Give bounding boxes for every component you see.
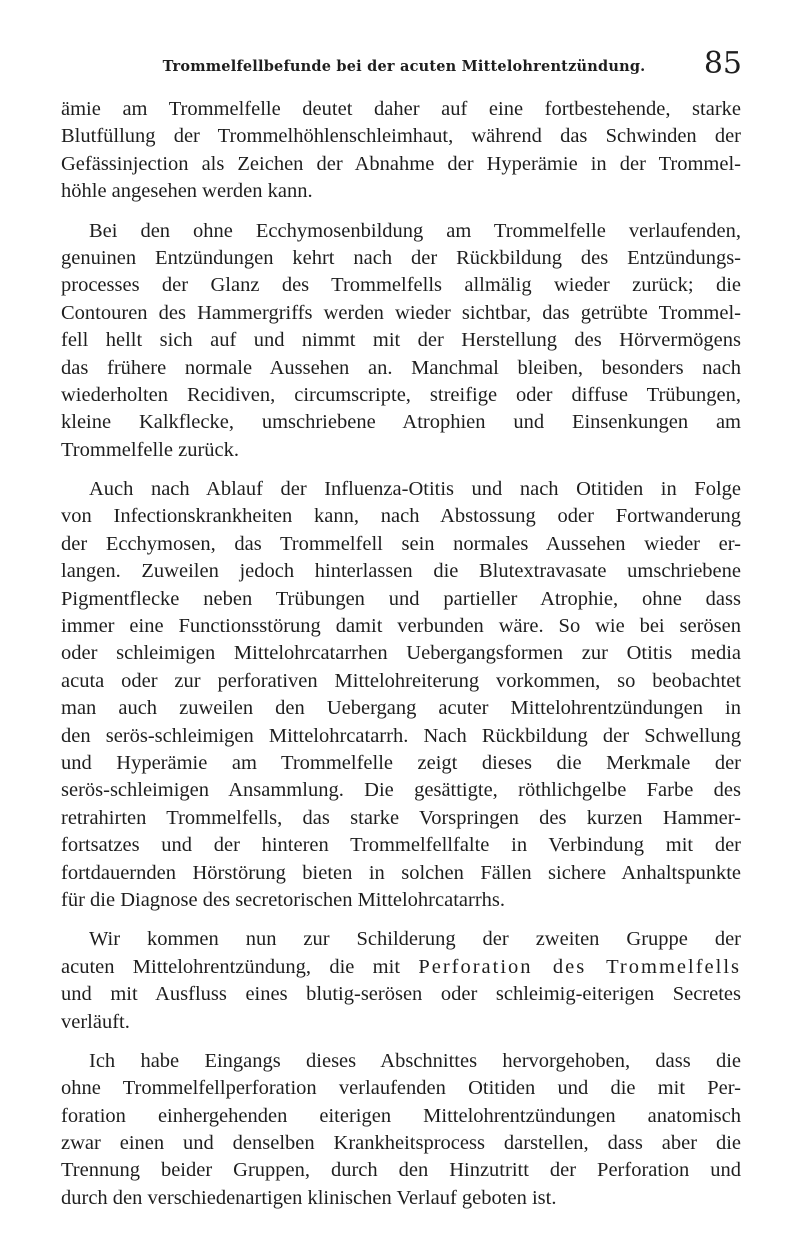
paragraph-3 <box>61 476 741 914</box>
text-line: Bei den ohne Ecchymosenbildung am Trommelfelle verlaufenden, <box>89 219 741 242</box>
text-line: der Ecchymosen, das Trommelfell sein normales Aussehen wieder er- <box>61 532 741 555</box>
text-line: fell hellt sich auf und nimmt mit der Herstellung des Hörvermögens <box>61 329 741 352</box>
text-line: Trennung beider Gruppen, durch den Hinzutritt der Perforation und <box>61 1159 741 1182</box>
text-line: den serös-schleimigen Mittelohrcatarrh. Nach Rückbildung der Schwellung <box>61 724 741 747</box>
text-line: foration einhergehenden eiterigen Mittelohrentzündungen anatomisch <box>61 1104 741 1127</box>
page-header <box>112 46 742 86</box>
text-line <box>61 954 741 981</box>
text-line: und Hyperämie am Trommelfelle zeigt dieses die Merkmale der <box>61 751 741 774</box>
text-line: Trommelfelle zurück. <box>61 438 240 461</box>
text-segment: acuten Mittelohrentzündung, die mit <box>61 955 419 978</box>
text-line: fortdauernden Hörstörung bieten in solchen Fällen sichere Anhaltspunkte <box>61 861 741 884</box>
text-line: durch den verschiedenartigen klinischen Verlauf geboten ist. <box>61 1186 557 1209</box>
text-line: ämie am Trommelfelle deutet daher auf eine fortbestehende, starke <box>61 98 741 120</box>
text-line: processes der Glanz des Trommelfells allmälig wieder zurück; die <box>61 274 741 297</box>
page-number: 85 <box>703 46 742 81</box>
text-line: Gefässinjection als Zeichen der Abnahme der Hyperämie in der Trommel- <box>61 152 741 175</box>
text-line: langen. Zuweilen jedoch hinterlassen die Blutextravasate umschriebene <box>61 560 741 583</box>
paragraph-2 <box>61 218 741 465</box>
text-line: das frühere normale Aussehen an. Manchmal bleiben, besonders nach <box>61 356 741 379</box>
text-line: zwar einen und denselben Krankheitsprocess darstellen, dass aber die <box>61 1132 741 1155</box>
running-head: Trommelfellbefunde bei der acuten Mittelohrentzündung. <box>162 58 646 75</box>
text-line: Auch nach Ablauf der Influenza-Otitis und nach Otitiden in Folge <box>89 478 741 501</box>
text-line: von Infectionskrankheiten kann, nach Abstossung oder Fortwanderung <box>61 505 741 528</box>
text-line: man auch zuweilen den Uebergang acuter Mittelohrentzündungen in <box>61 697 741 720</box>
text-line: acuta oder zur perforativen Mittelohreiterung vorkommen, so beobachtet <box>61 669 741 692</box>
emphasis-spaced-text: Perforation des Trommelfells <box>418 955 741 978</box>
paragraph-1 <box>61 96 741 206</box>
text-line: Ich habe Eingangs dieses Abschnittes hervorgehoben, dass die <box>89 1049 741 1072</box>
text-line: Wir kommen nun zur Schilderung der zweiten Gruppe der <box>89 928 741 951</box>
text-line: immer eine Functionsstörung damit verbunden wäre. So wie bei serösen <box>61 615 741 638</box>
text-line: oder schleimigen Mittelohrcatarrhen Uebergangsformen zur Otitis media <box>61 642 741 665</box>
text-line: Contouren des Hammergriffs werden wieder sichtbar, das getrübte Trommel- <box>61 301 741 324</box>
text-line: Pigmentflecke neben Trübungen und partieller Atrophie, ohne dass <box>61 587 741 610</box>
text-line: genuinen Entzündungen kehrt nach der Rückbildung des Entzündungs- <box>61 246 741 269</box>
text-line: kleine Kalkflecke, umschriebene Atrophien und Einsenkungen am <box>61 411 741 434</box>
text-line: höhle angesehen werden kann. <box>61 180 313 203</box>
paragraph-5 <box>61 1048 741 1212</box>
text-line: ohne Trommelfellperforation verlaufenden Otitiden und die mit Per- <box>61 1077 741 1100</box>
text-line: Blutfüllung der Trommelhöhlenschleimhaut, während das Schwinden der <box>61 125 741 148</box>
body-text <box>61 96 741 1224</box>
paragraph-4 <box>61 926 741 1036</box>
text-line: fortsatzes und der hinteren Trommelfellfalte in Verbindung mit der <box>61 834 741 857</box>
text-line: für die Diagnose des secretorischen Mittelohrcatarrhs. <box>61 888 506 911</box>
text-line: und mit Ausfluss eines blutig-serösen oder schleimig-eiterigen Secretes <box>61 983 741 1006</box>
text-line: serös-schleimigen Ansammlung. Die gesättigte, röthlichgelbe Farbe des <box>61 779 741 802</box>
text-line: verläuft. <box>61 1010 130 1033</box>
text-line: wiederholten Recidiven, circumscripte, streifige oder diffuse Trübungen, <box>61 383 741 406</box>
text-line: retrahirten Trommelfells, das starke Vorspringen des kurzen Hammer- <box>61 806 741 829</box>
